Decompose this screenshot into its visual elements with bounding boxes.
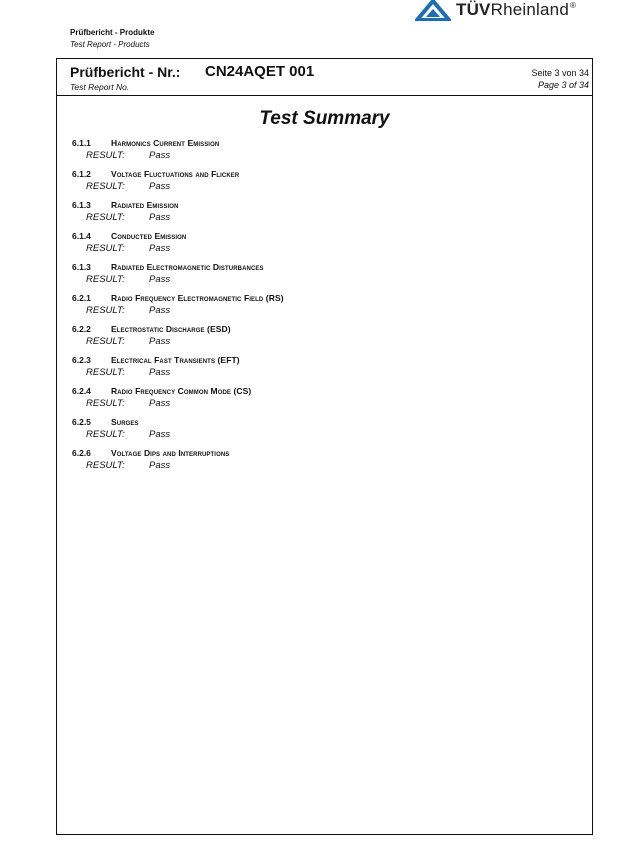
document-header <box>70 28 154 49</box>
item-heading <box>72 199 572 212</box>
item-number: 6.2.2 <box>72 324 91 334</box>
item-heading <box>72 447 572 460</box>
doc-title-en: Test Report - Products <box>70 40 150 49</box>
summary-item <box>72 354 572 385</box>
result-label: RESULT: <box>86 429 125 440</box>
doc-title-de: Prüfbericht - Produkte <box>70 28 155 37</box>
item-number: 6.2.6 <box>72 448 91 458</box>
page-indicator-de: Seite 3 von 34 <box>531 68 589 78</box>
result-value: Pass <box>149 336 171 347</box>
item-title: Radio Frequency Common Mode (CS) <box>111 386 252 396</box>
result-label: RESULT: <box>86 398 125 409</box>
test-summary-list <box>72 137 572 478</box>
item-title: Voltage Dips and Interruptions <box>111 448 230 458</box>
result-label: RESULT: <box>86 243 125 254</box>
item-title: Surges <box>111 417 139 427</box>
item-title: Electrostatic Discharge (ESD) <box>111 324 231 334</box>
item-number: 6.2.3 <box>72 355 91 365</box>
item-number: 6.2.5 <box>72 417 91 427</box>
item-number: 6.1.3 <box>72 262 91 272</box>
item-heading <box>72 292 572 305</box>
item-result <box>72 398 572 410</box>
report-number-label: Prüfbericht - Nr.: <box>70 64 181 80</box>
item-title: Conducted Emission <box>111 231 187 241</box>
summary-item <box>72 168 572 199</box>
item-heading <box>72 261 572 274</box>
result-label: RESULT: <box>86 212 125 223</box>
triangle-logo-icon <box>415 0 451 21</box>
item-number: 6.1.2 <box>72 169 91 179</box>
summary-item <box>72 416 572 447</box>
summary-item <box>72 137 572 168</box>
summary-item <box>72 323 572 354</box>
item-result <box>72 274 572 286</box>
page-indicator-en: Page 3 of 34 <box>537 80 589 90</box>
result-value: Pass <box>149 181 171 192</box>
item-heading <box>72 385 572 398</box>
result-value: Pass <box>149 305 171 316</box>
item-number: 6.1.1 <box>72 138 91 148</box>
item-result <box>72 367 572 379</box>
result-value: Pass <box>149 212 171 223</box>
item-title: Harmonics Current Emission <box>111 138 220 148</box>
item-title: Radiated Electromagnetic Disturbances <box>111 262 264 272</box>
report-header <box>57 59 592 96</box>
summary-item <box>72 230 572 261</box>
result-value: Pass <box>149 460 171 471</box>
summary-item <box>72 447 572 478</box>
item-number: 6.1.3 <box>72 200 91 210</box>
item-result <box>72 460 572 472</box>
item-heading <box>72 416 572 429</box>
summary-item <box>72 385 572 416</box>
result-value: Pass <box>149 243 171 254</box>
result-label: RESULT: <box>86 367 125 378</box>
item-result <box>72 429 572 441</box>
item-title: Radio Frequency Electromagnetic Field (RS) <box>111 293 284 303</box>
summary-item <box>72 199 572 230</box>
page-title: Test Summary <box>259 108 390 129</box>
summary-item <box>72 261 572 292</box>
result-label: RESULT: <box>86 181 125 192</box>
item-result <box>72 305 572 317</box>
result-label: RESULT: <box>86 150 125 161</box>
item-heading <box>72 137 572 150</box>
result-value: Pass <box>149 367 171 378</box>
item-heading <box>72 323 572 336</box>
item-result <box>72 336 572 348</box>
result-value: Pass <box>149 429 171 440</box>
item-result <box>72 243 572 255</box>
item-title: Electrical Fast Transients (EFT) <box>111 355 240 365</box>
result-label: RESULT: <box>86 460 125 471</box>
logo-wordmark: TÜVRheinland® <box>456 0 577 19</box>
item-heading <box>72 354 572 367</box>
item-result <box>72 181 572 193</box>
result-label: RESULT: <box>86 336 125 347</box>
tuv-rheinland-logo <box>415 0 576 20</box>
item-heading <box>72 168 572 181</box>
result-value: Pass <box>149 398 171 409</box>
report-frame <box>56 58 593 835</box>
result-value: Pass <box>149 150 171 161</box>
item-heading <box>72 230 572 243</box>
report-number: CN24AQET 001 <box>205 63 315 80</box>
item-number: 6.2.1 <box>72 293 91 303</box>
item-title: Voltage Fluctuations and Flicker <box>111 169 240 179</box>
item-result <box>72 150 572 162</box>
report-number-label-en: Test Report No. <box>70 82 130 92</box>
result-value: Pass <box>149 274 171 285</box>
item-title: Radiated Emission <box>111 200 179 210</box>
item-number: 6.1.4 <box>72 231 91 241</box>
result-label: RESULT: <box>86 274 125 285</box>
summary-item <box>72 292 572 323</box>
item-number: 6.2.4 <box>72 386 91 396</box>
item-result <box>72 212 572 224</box>
result-label: RESULT: <box>86 305 125 316</box>
